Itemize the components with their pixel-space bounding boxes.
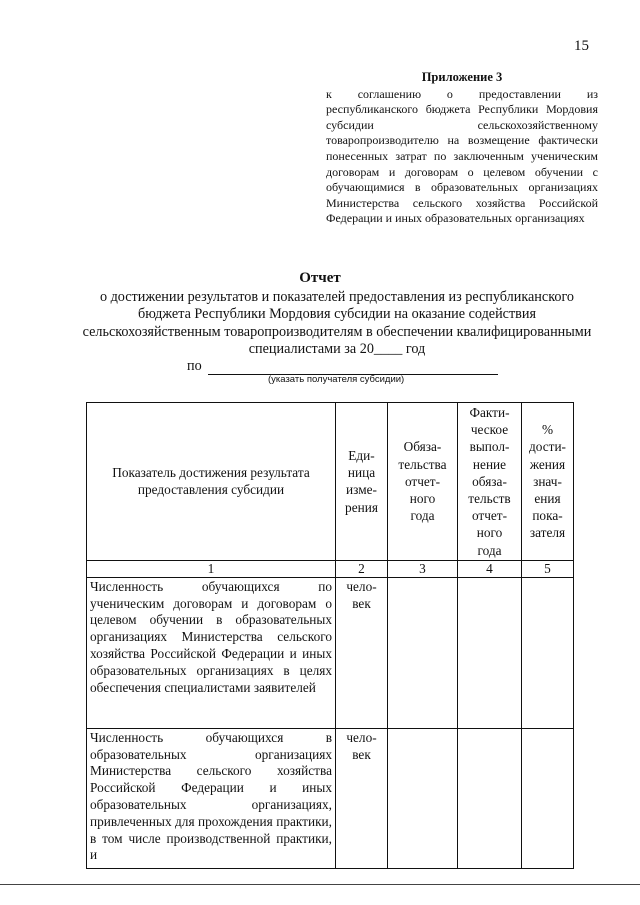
- recipient-label: по: [187, 358, 202, 374]
- unit-cell: чело- век: [336, 577, 388, 728]
- header-obligations: Обяза- тельства отчет- ного года: [388, 403, 458, 561]
- header-row: [87, 403, 574, 561]
- table-row: [87, 728, 574, 868]
- appendix-title: Приложение 3: [421, 70, 503, 84]
- column-number: 4: [458, 560, 522, 577]
- column-number: 2: [336, 560, 388, 577]
- header-actual: Факти- ческое выпол- нение обяза- тельств отчет- ного года: [458, 403, 522, 561]
- percent-cell[interactable]: [522, 728, 574, 868]
- report-title: Отчет: [299, 270, 341, 286]
- indicator-cell: Численность обучающихся по ученическим договорам и договорам о целевом обучении в образовательных организациях Министерства сельского хозяйства Российской Федерации и иных образовательных организациях в целях обеспечения специалистами заявителей: [87, 577, 336, 728]
- appendix-text: к соглашению о предоставлении из республиканского бюджета Республики Мордовия субсидии сельскохозяйственному товаропроизводителю на возмещение фактически понесенных затрат по заключенным ученическим договорам и договорам о целевом обучении с обучающимися в образовательных организациях Министерства сельского хозяйства Российской Федерации и иных образовательных организациях: [326, 86, 598, 226]
- indicator-cell: Численность обучающихся в образовательных организациях Министерства сельского хозяйства Российской Федерации и иных образовательных организациях, привлеченных для прохождения практики, в том числе производственной практики, и: [87, 728, 336, 868]
- table-row: [87, 577, 574, 728]
- header-percent: % дости- жения знач- ения пока- зателя: [522, 403, 574, 561]
- unit-cell: чело- век: [336, 728, 388, 868]
- column-number: 5: [522, 560, 574, 577]
- appendix-block: [326, 70, 598, 227]
- actual-cell[interactable]: [458, 728, 522, 868]
- report-table: [86, 402, 574, 869]
- obligations-cell[interactable]: [388, 728, 458, 868]
- header-indicator: Показатель достижения результата предоставления субсидии: [87, 403, 336, 561]
- recipient-blank: [208, 360, 498, 375]
- page-bottom-rule: [0, 884, 640, 885]
- recipient-line: [187, 358, 498, 375]
- header-unit: Еди- ница изме- рения: [336, 403, 388, 561]
- recipient-hint: (указать получателя субсидии): [268, 374, 405, 385]
- obligations-cell[interactable]: [388, 577, 458, 728]
- page-number: 15: [574, 38, 589, 54]
- column-number-row: [87, 560, 574, 577]
- report-subtitle: о достижении результатов и показателей предоставления из республиканского бюджета Республики Мордовия субсидии на оказание содействия сельскохозяйственным товаропроизводителям в обеспечении квалифицированными специалистами за 20____ год: [82, 289, 592, 358]
- column-number: 3: [388, 560, 458, 577]
- column-number: 1: [87, 560, 336, 577]
- percent-cell[interactable]: [522, 577, 574, 728]
- actual-cell[interactable]: [458, 577, 522, 728]
